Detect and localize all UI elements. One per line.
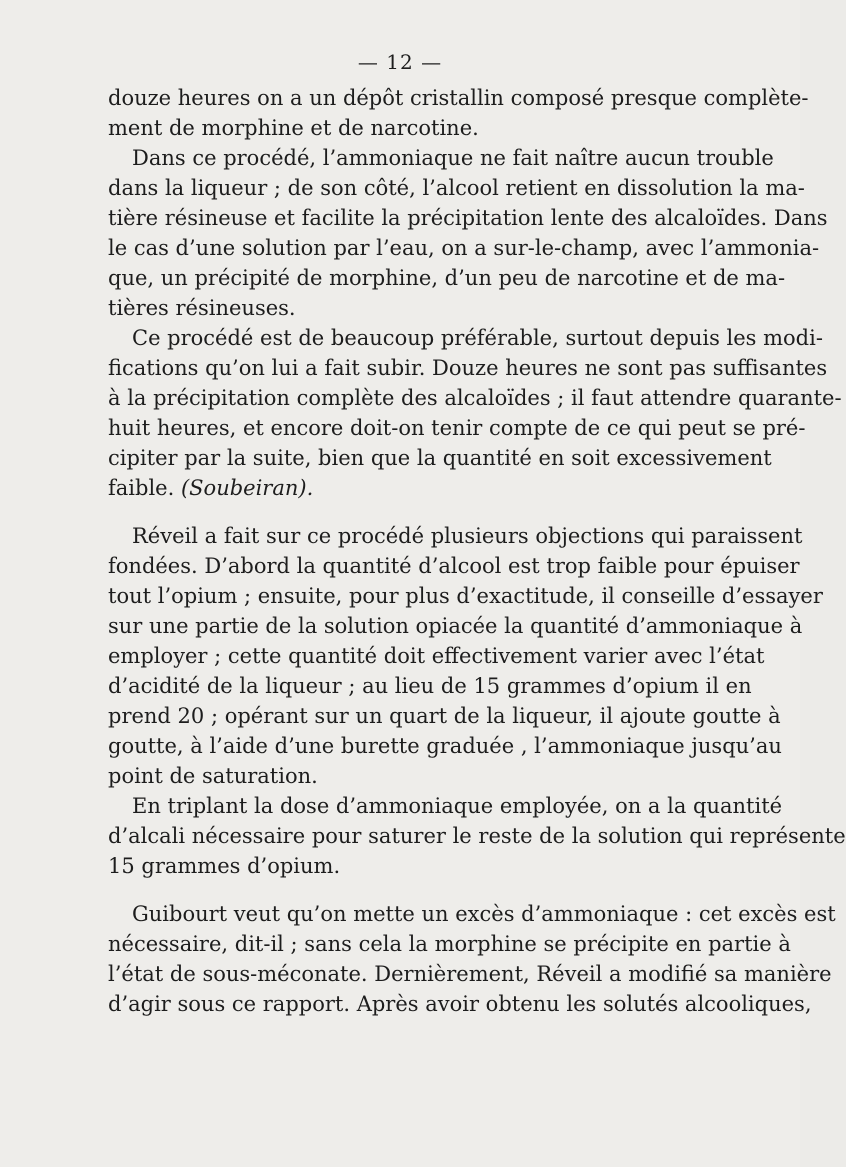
text-line: Dans ce procédé, l’ammoniaque ne fait naître aucun trouble — [132, 146, 774, 170]
text-line: à la précipitation complète des alcaloïdes ; il faut attendre quarante- — [108, 386, 842, 410]
body-text — [108, 83, 846, 1019]
text-line: fications qu’on lui a fait subir. Douze heures ne sont pas suffisantes — [108, 356, 828, 380]
text-line: goutte, à l’aide d’une burette graduée , l’ammoniaque jusqu’au — [108, 734, 782, 758]
text-line: l’état de sous-méconate. Dernièrement, Réveil a modifié sa manière — [108, 962, 832, 986]
text-line — [108, 473, 736, 503]
text-line: d’acidité de la liqueur ; au lieu de 15 grammes d’opium il en — [108, 674, 752, 698]
text-line: Réveil a fait sur ce procédé plusieurs objections qui paraissent — [132, 524, 803, 548]
paragraph-3 — [108, 323, 842, 503]
text-line: d’agir sous ce rapport. Après avoir obtenu les solutés alcooliques, — [108, 992, 812, 1016]
page-number: — 12 — — [357, 50, 443, 74]
text-line: tout l’opium ; ensuite, pour plus d’exactitude, il conseille d’essayer — [108, 584, 823, 608]
text-line: sur une partie de la solution opiacée la quantité d’ammoniaque à — [108, 614, 803, 638]
text-line: tières résineuses. — [108, 296, 296, 320]
text-line: cipiter par la suite, bien que la quantité en soit excessivement — [108, 446, 772, 470]
text-line: huit heures, et encore doit-on tenir compte de ce qui peut se pré- — [108, 416, 806, 440]
citation: (Soubeiran). — [180, 476, 314, 500]
text-line: le cas d’une solution par l’eau, on a sur-le-champ, avec l’ammonia- — [108, 236, 820, 260]
text-line: que, un précipité de morphine, d’un peu de narcotine et de ma- — [108, 266, 786, 290]
text-line: 15 grammes d’opium. — [108, 854, 341, 878]
text-line: fondées. D’abord la quantité d’alcool est trop faible pour épuiser — [108, 554, 800, 578]
text-line: prend 20 ; opérant sur un quart de la liqueur, il ajoute goutte à — [108, 704, 781, 728]
text-line: ment de morphine et de narcotine. — [108, 116, 479, 140]
paragraph-6 — [108, 899, 836, 1019]
text-line: douze heures on a un dépôt cristallin composé presque complète- — [108, 86, 809, 110]
text-line: dans la liqueur ; de son côté, l’alcool retient en dissolution la ma- — [108, 176, 805, 200]
text-line: En triplant la dose d’ammoniaque employée, on a la quantité — [132, 794, 783, 818]
text-line: point de saturation. — [108, 764, 318, 788]
text-line: Guibourt veut qu’on mette un excès d’ammoniaque : cet excès est — [132, 902, 836, 926]
text-line: d’alcali nécessaire pour saturer le reste de la solution qui représente — [108, 824, 846, 848]
paragraph-4 — [108, 521, 823, 791]
text-line-content: faible. — [108, 476, 175, 500]
text-line: Ce procédé est de beaucoup préférable, surtout depuis les modi- — [132, 326, 823, 350]
paragraph-1 — [108, 83, 809, 143]
text-line: nécessaire, dit-il ; sans cela la morphine se précipite en partie à — [108, 932, 791, 956]
text-line: tière résineuse et facilite la précipitation lente des alcaloïdes. Dans — [108, 206, 828, 230]
text-line: employer ; cette quantité doit effectivement varier avec l’état — [108, 644, 765, 668]
paragraph-2 — [108, 143, 828, 323]
paragraph-5 — [108, 791, 846, 881]
